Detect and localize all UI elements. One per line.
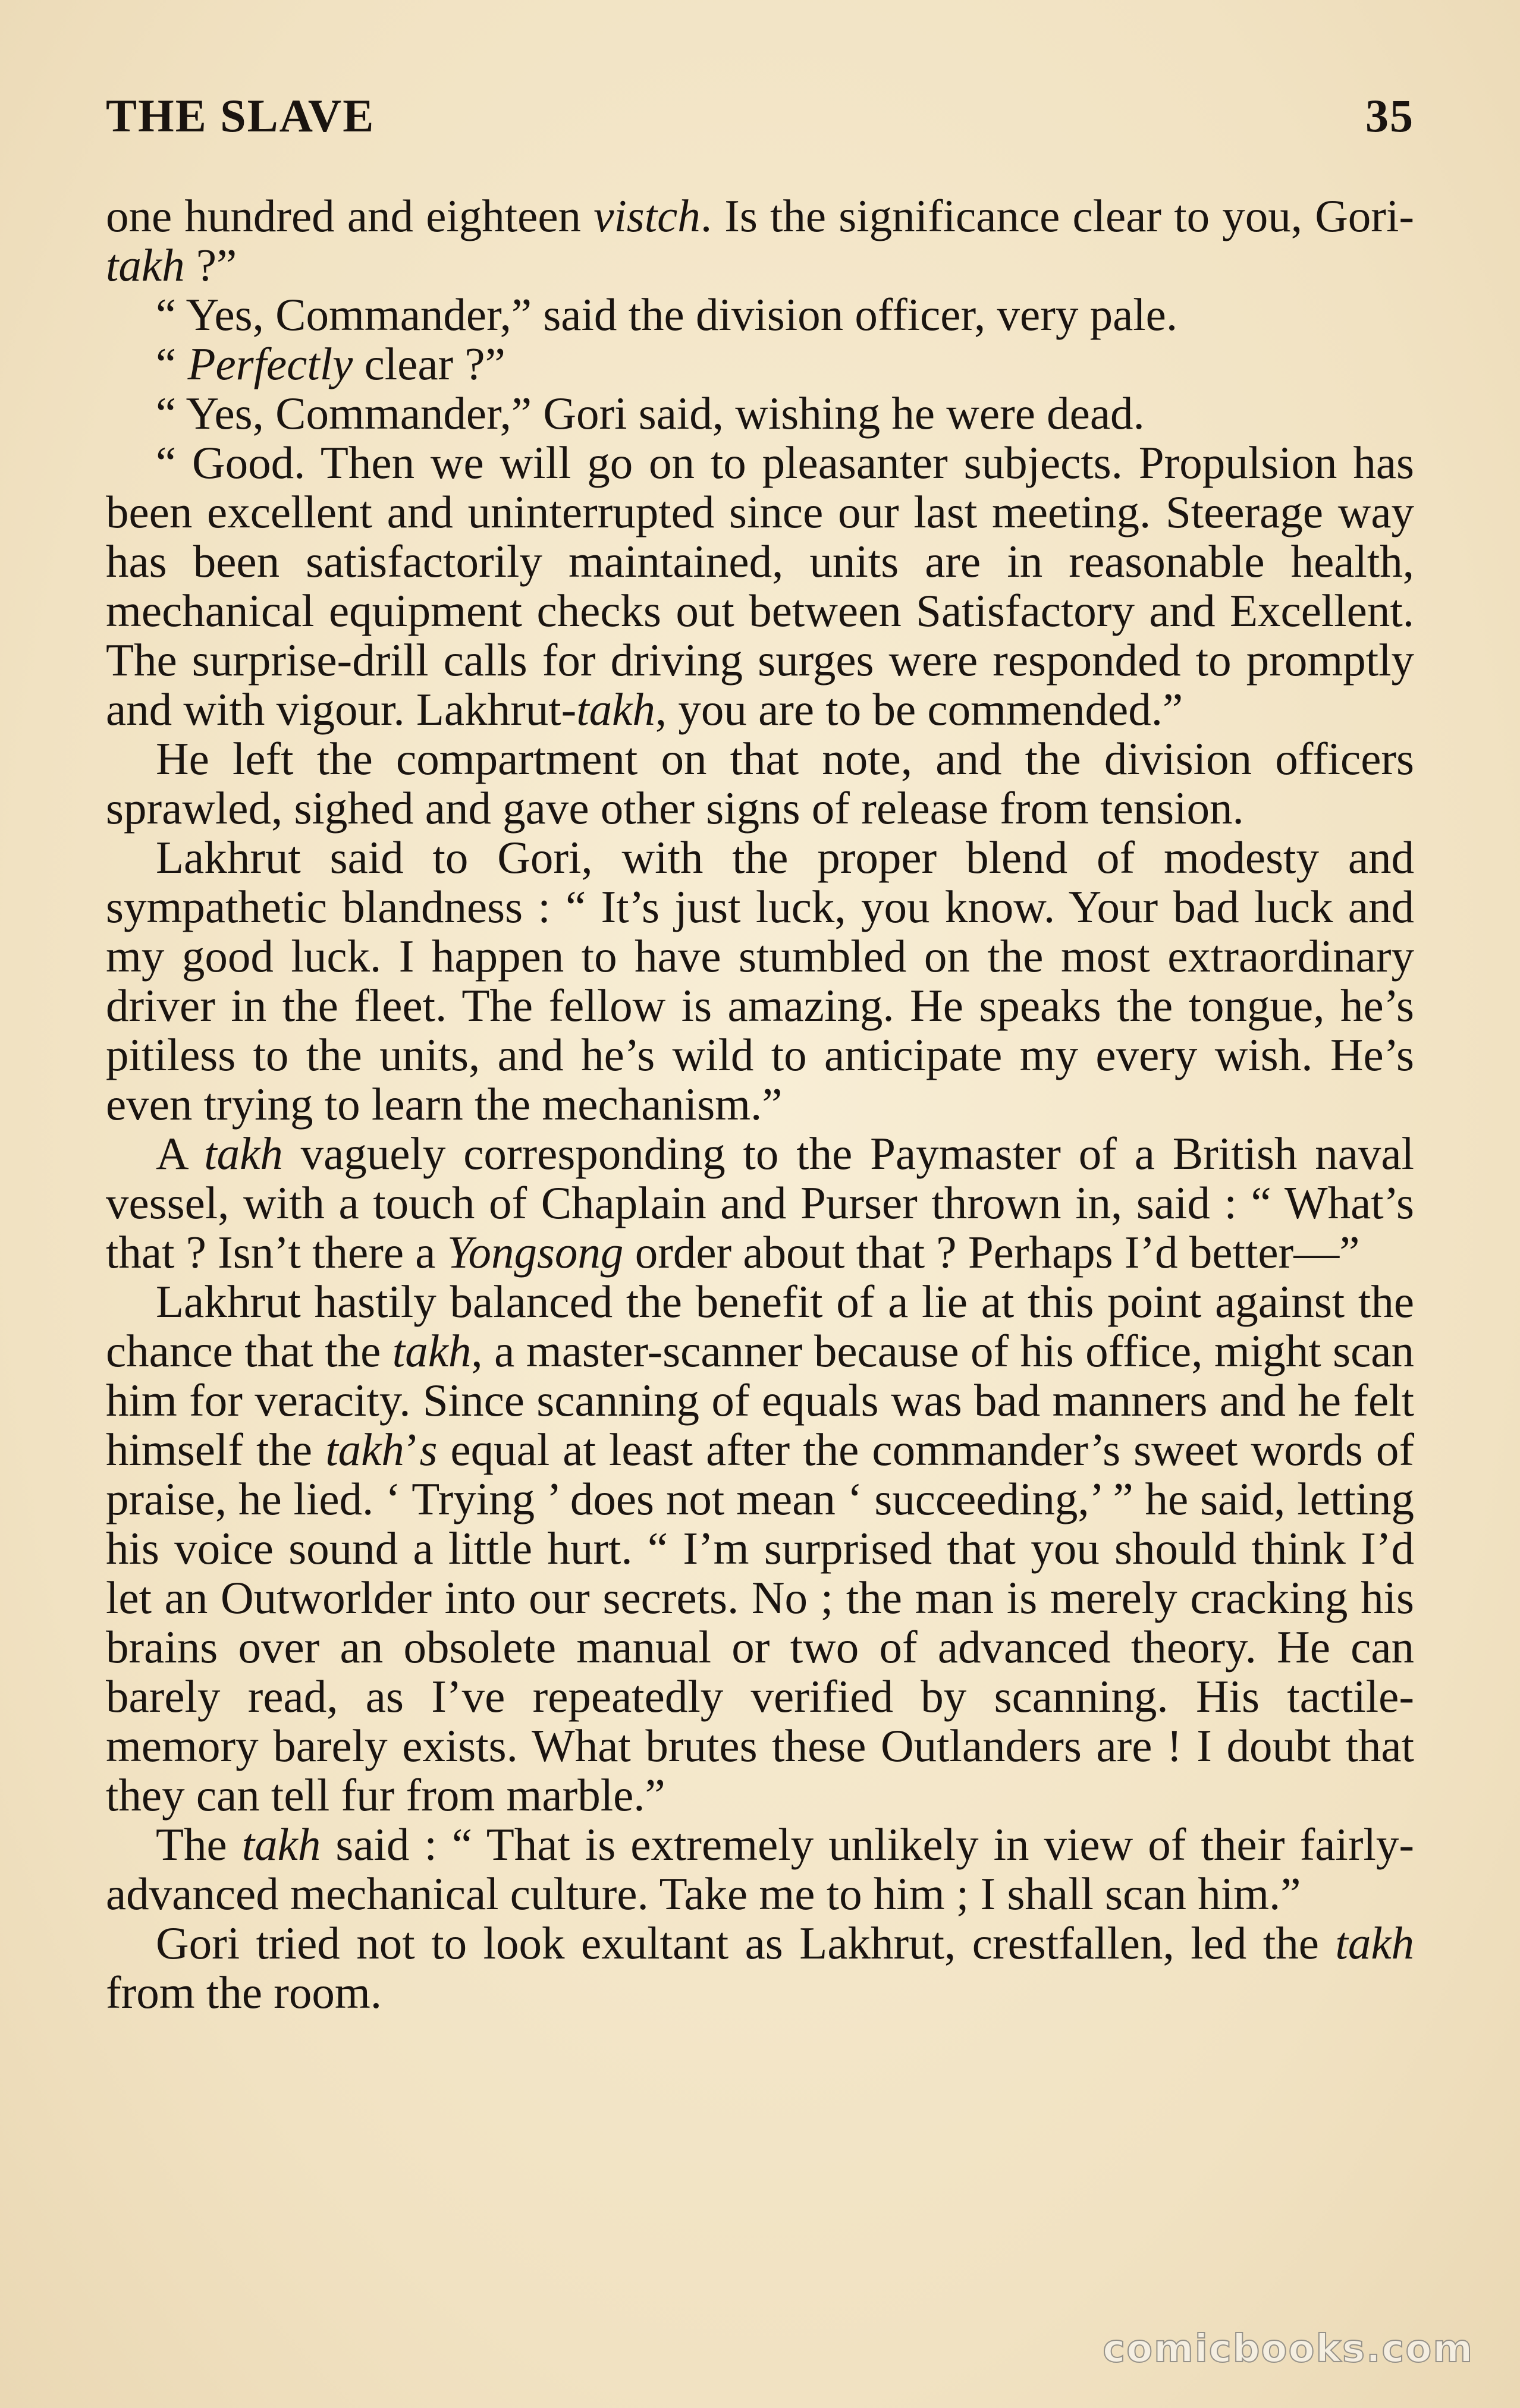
paragraph: “ Yes, Commander,” Gori said, wishing he were dead. [156,388,1145,439]
paragraph: He left the compartment on that note, and the division officers sprawled, sighed and gave other signs of release from tension. [106,733,1414,834]
site-watermark: comicbooks.com [1103,2327,1474,2371]
running-title: THE SLAVE [106,90,375,142]
paragraph: one hundred and eighteen vistch. Is the significance clear to you, Gori-takh ?” [106,190,1414,291]
book-page [106,89,1414,2017]
paragraph: Lakhrut said to Gori, with the proper blend of modesty and sympathetic blandness : “ It’s just luck, you know. Your bad luck and my good luck. I happen to have stumbled on the most extraordinary driver in the fleet. The fellow is amazing. He speaks the tongue, he’s pitiless to the units, and he’s wild to anticipate my every wish. He’s even trying to learn the mechanism.” [106,832,1414,1130]
paragraph: The takh said : “ That is extremely unlikely in view of their fairly-advanced mechanical culture. Take me to him ; I shall scan him.” [106,1819,1414,1919]
body-text [106,191,1414,2017]
paragraph: Lakhrut hastily balanced the benefit of a lie at this point against the chance that the takh, a master-scanner because of his office, might scan him for veracity. Since scanning of equals was bad manners and he felt himself the takh’s equal at least after the commander’s sweet words of praise, he lied. ‘ Trying ’ does not mean ‘ succeeding,’ ” he said, letting his voice sound a little hurt. “ I’m surprised that you should think I’d let an Outworlder into our secrets. No ; the man is merely cracking his brains over an obsolete manual or two of advanced theory. He can barely read, as I’ve repeatedly verified by scanning. His tactile-memory barely exists. What brutes these Outlanders are ! I doubt that they can tell fur from marble.” [106,1276,1414,1821]
running-header [106,89,1414,155]
page-number: 35 [1365,90,1414,142]
paragraph: A takh vaguely corresponding to the Paymaster of a British naval vessel, with a touch of Chaplain and Purser thrown in, said : “ What’s that ? Isn’t there a Yongsong order about that ? Perhaps I’d better—” [106,1128,1415,1278]
paragraph: “ Good. Then we will go on to pleasanter subjects. Propulsion has been excellent and uninterrupted since our last meeting. Steerage way has been satisfactorily maintained, units are in reasonable health, mechanical equipment checks out between Satisfactory and Excellent. The surprise-drill calls for driving surges were responded to promptly and with vigour. Lakhrut-takh, you are to be commended.” [106,437,1414,735]
paragraph: Gori tried not to look exultant as Lakhrut, crestfallen, led the takh from the room. [106,1917,1414,2018]
paragraph: “ Perfectly clear ?” [156,338,505,389]
paragraph: “ Yes, Commander,” said the division officer, very pale. [156,289,1178,340]
